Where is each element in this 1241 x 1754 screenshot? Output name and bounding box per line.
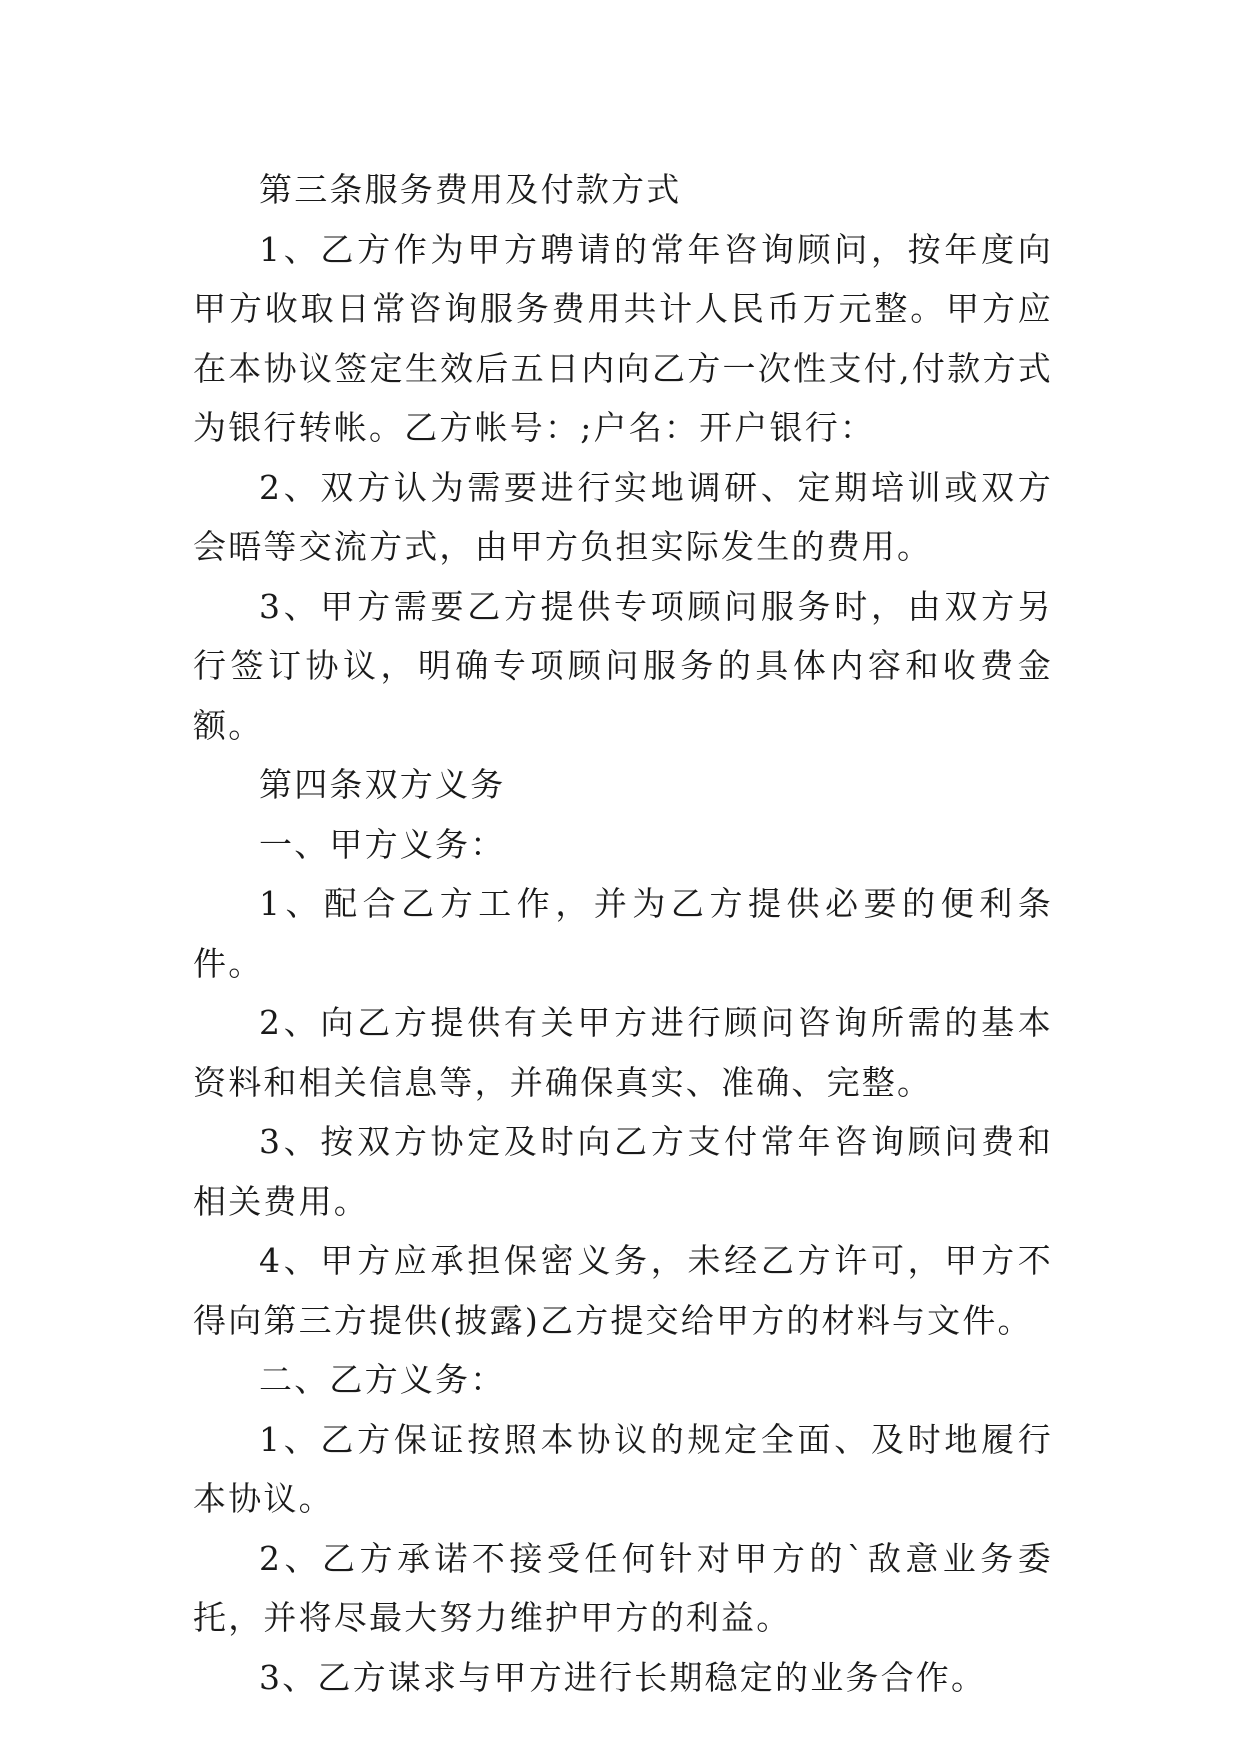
paragraph-exchange-costs: 2、双方认为需要进行实地调研、定期培训或双方会晤等交流方式，由甲方负担实际发生的费用。 bbox=[193, 467, 1053, 566]
paragraph-party-a-item-1: 1、配合乙方工作，并为乙方提供必要的便利条件。 bbox=[193, 884, 1053, 983]
paragraph-party-b-item-2: 2、乙方承诺不接受任何针对甲方的`敌意业务委托，并将尽最大努力维护甲方的利益。 bbox=[193, 1538, 1053, 1637]
subheading-party-b-obligations: 二、乙方义务： bbox=[259, 1360, 506, 1399]
paragraph-fee-payment: 1、乙方作为甲方聘请的常年咨询顾问，按年度向甲方收取日常咨询服务费用共计人民币万元整。甲方应在本协议签定生效后五日内向乙方一次性支付,付款方式为银行转帐。乙方帐号：;户名：开户银行： bbox=[193, 229, 1053, 447]
paragraph-party-b-item-1: 1、乙方保证按照本协议的规定全面、及时地履行本协议。 bbox=[193, 1419, 1053, 1518]
document-body bbox=[193, 160, 1053, 1707]
section-heading-article-3: 第三条服务费用及付款方式 bbox=[259, 170, 682, 209]
paragraph-party-a-item-4: 4、甲方应承担保密义务，未经乙方许可，甲方不得向第三方提供(披露)乙方提交给甲方的材料与文件。 bbox=[193, 1241, 1053, 1340]
paragraph-party-a-item-3: 3、按双方协定及时向乙方支付常年咨询顾问费和相关费用。 bbox=[193, 1122, 1053, 1221]
subheading-party-a-obligations: 一、甲方义务： bbox=[259, 824, 506, 864]
section-heading-article-4: 第四条双方义务 bbox=[259, 765, 506, 804]
paragraph-party-b-item-3: 3、乙方谋求与甲方进行长期稳定的业务合作。 bbox=[259, 1657, 987, 1697]
paragraph-party-a-item-2: 2、向乙方提供有关甲方进行顾问咨询所需的基本资料和相关信息等，并确保真实、准确、完整。 bbox=[193, 1003, 1053, 1102]
paragraph-special-services: 3、甲方需要乙方提供专项顾问服务时，由双方另行签订协议，明确专项顾问服务的具体内容和收费金额。 bbox=[193, 586, 1053, 745]
